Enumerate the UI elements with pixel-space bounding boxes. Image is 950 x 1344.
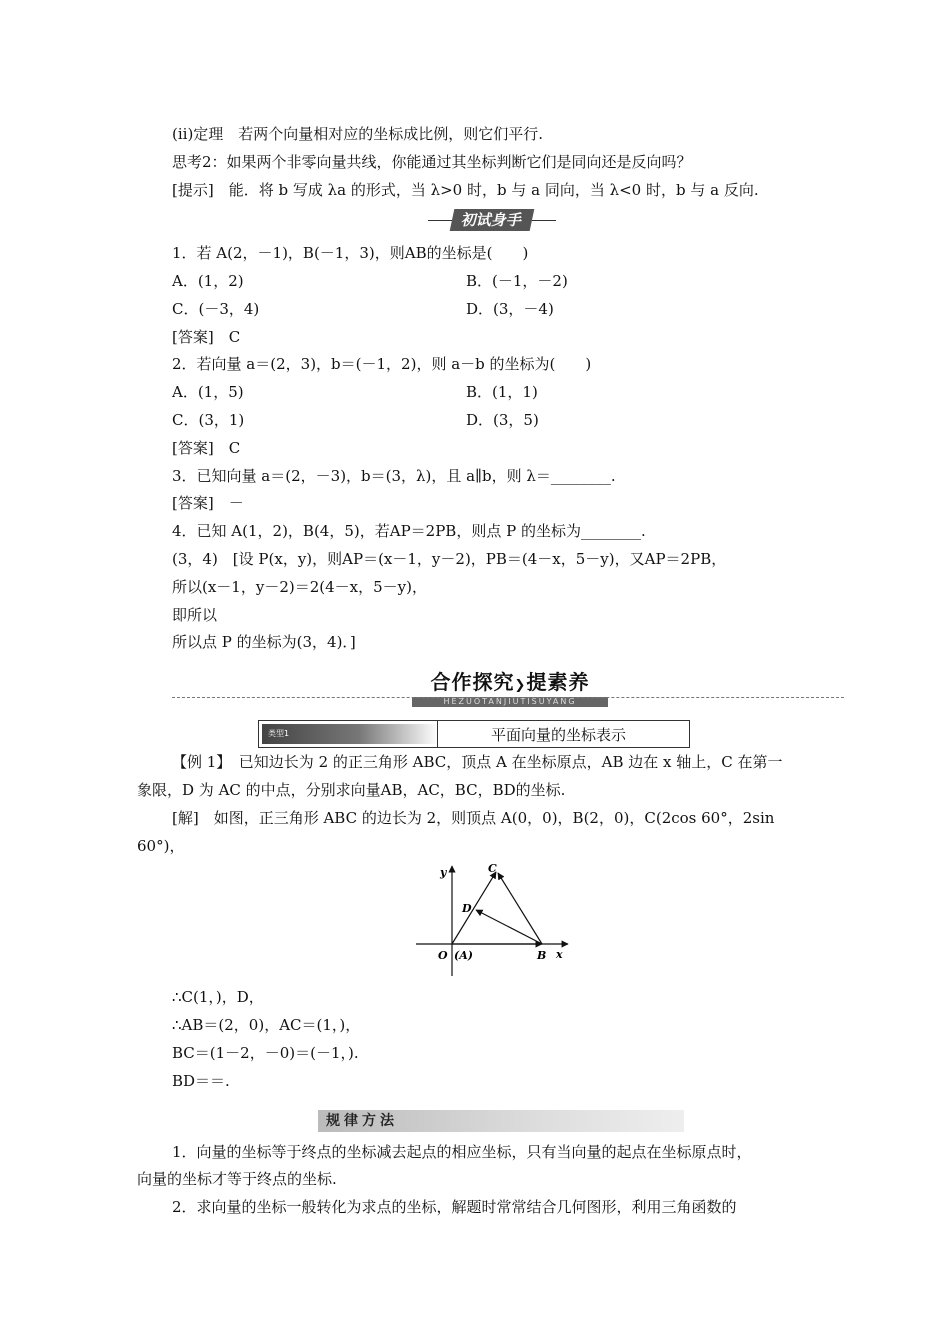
coop-banner-subtitle: HEZUOTANJIUTISUYANG — [412, 697, 608, 707]
label-o: O — [438, 949, 448, 962]
coop-banner-part-a: 合作探究 — [430, 669, 515, 694]
label-b: B — [537, 949, 547, 962]
method-line-3: 2．求向量的坐标一般转化为求点的坐标，解题时常常结合几何图形，利用三角函数的 — [172, 1198, 737, 1216]
q2-option-c: C．(3，1) — [172, 411, 245, 429]
question-4: 4．已知 A(1，2)，B(4，5)，若AP＝2PB，则点 P 的坐标为________. — [172, 522, 646, 540]
calc-line-4: BD＝＝. — [172, 1072, 230, 1090]
label-a: (A) — [454, 949, 473, 962]
q2-option-a: A．(1，5) — [172, 383, 244, 401]
label-x: x — [556, 948, 563, 961]
method-heading — [318, 1110, 684, 1132]
theorem-text: (ⅱ)定理 若两个向量相对应的坐标成比例，则它们平行. — [172, 125, 544, 143]
solution-4-line-3: 即所以 — [172, 606, 218, 624]
solution-line-1: [解] 如图，正三角形 ABC 的边长为 2，则顶点 A(0，0)，B(2，0)，C(2cos 60°，2sin — [172, 809, 775, 827]
q2-option-d: D．(3，5) — [466, 411, 539, 429]
question-1: 1．若 A(2，－1)，B(－1，3)，则AB的坐标是( ) — [172, 244, 529, 262]
question-3: 3．已知向量 a＝(2，－3)，b＝(3，λ)，且 a∥b，则 λ＝________. — [172, 467, 616, 485]
solution-4-line-1: (3，4) [设 P(x，y)，则AP＝(x－1，y－2)，PB＝(4－x，5－y)，又AP＝2PB， — [172, 550, 727, 568]
q1-option-d: D．(3，－4) — [466, 300, 554, 318]
vector-ac — [452, 872, 496, 944]
triangle-figure — [414, 858, 574, 978]
method-title: 规律方法 — [326, 1113, 398, 1129]
type-heading — [258, 720, 690, 748]
type-title: 平面向量的坐标表示 — [491, 726, 627, 744]
method-line-2: 向量的坐标才等于终点的坐标. — [137, 1170, 337, 1188]
section-divider — [172, 697, 844, 698]
theorem-line — [172, 124, 543, 144]
coop-banner — [412, 664, 608, 708]
coop-banner-title — [431, 666, 590, 695]
label-y: y — [440, 866, 447, 879]
type-tag: 类型1 — [262, 724, 438, 744]
vector-bc — [498, 873, 542, 944]
example-1-line-2: 象限，D 为 AC 的中点，分别求向量AB，AC，BC，BD的坐标. — [137, 781, 566, 799]
solution-line-2: 60°)， — [137, 837, 185, 855]
answer-2: [答案] C — [172, 439, 241, 457]
type-divider — [437, 721, 438, 747]
try-banner-label: 初试身手 — [450, 209, 535, 231]
solution-4-line-4: 所以点 P 的坐标为(3，4)．] — [172, 633, 356, 651]
solution-4-line-2: 所以(x－1，y－2)＝2(4－x，5－y)， — [172, 578, 427, 596]
coop-arrow-icon: ❯ — [514, 677, 527, 693]
try-banner — [428, 209, 556, 231]
question-2: 2．若向量 a＝(2，3)，b＝(－1，2)，则 a－b 的坐标为( ) — [172, 355, 592, 373]
label-d: D — [462, 902, 472, 915]
calc-line-1: ∴C(1，)，D， — [172, 988, 264, 1006]
q1-option-a: A．(1，2) — [172, 272, 244, 290]
label-c: C — [488, 862, 497, 875]
q2-option-b: B．(1，1) — [466, 383, 538, 401]
q1-option-b: B．(－1，－2) — [466, 272, 568, 290]
calc-line-2: ∴AB＝(2，0)，AC＝(1，)， — [172, 1016, 361, 1034]
example-1-line-1: 【例 1】 已知边长为 2 的正三角形 ABC，顶点 A 在坐标原点，AB 边在 x 轴上，C 在第一 — [172, 753, 783, 771]
think-line: 思考2：如果两个非零向量共线，你能通过其坐标判断它们是同向还是反向吗？ — [172, 153, 692, 171]
answer-3: [答案] － — [172, 494, 244, 512]
calc-line-3: BC＝(1－2，－0)＝(－1，). — [172, 1044, 359, 1062]
coop-banner-part-b: 提素养 — [526, 669, 590, 694]
hint-line: [提示] 能．将 b 写成 λa 的形式，当 λ>0 时，b 与 a 同向，当 λ<0 时，b 与 a 反向. — [172, 181, 759, 199]
method-line-1: 1．向量的坐标等于终点的坐标减去起点的相应坐标，只有当向量的起点在坐标原点时， — [172, 1143, 752, 1161]
q1-option-c: C．(－3，4) — [172, 300, 260, 318]
answer-1: [答案] C — [172, 328, 241, 346]
